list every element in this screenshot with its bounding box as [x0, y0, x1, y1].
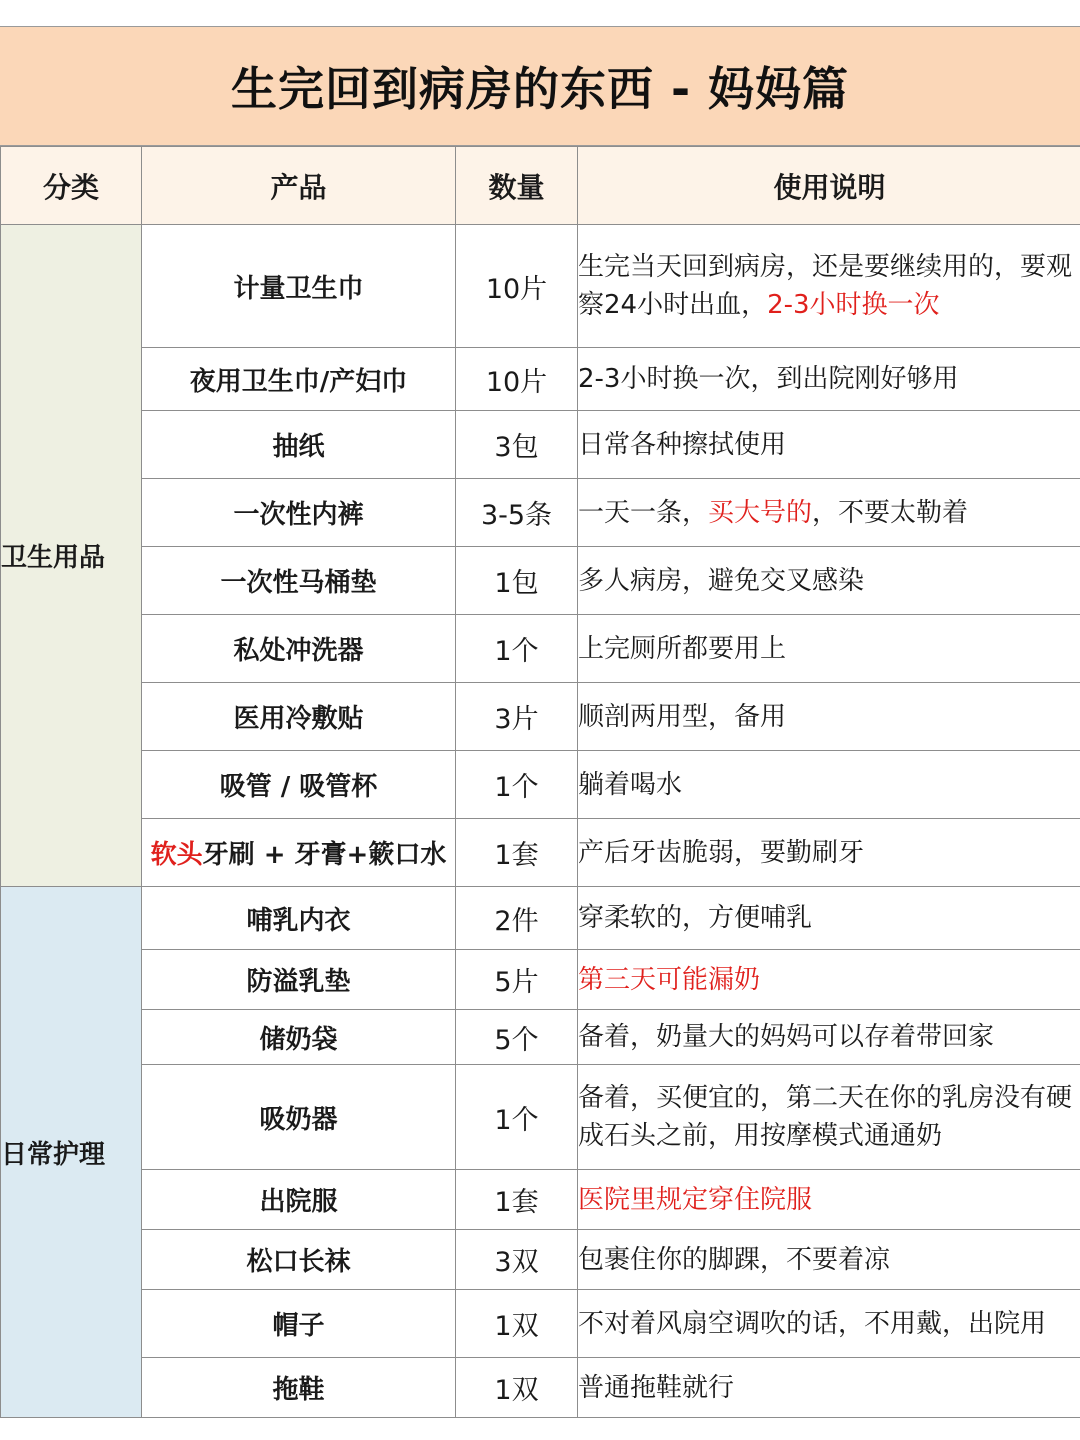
- usage-note: [578, 479, 1080, 547]
- usage-note: [578, 950, 1080, 1010]
- note-text: 2-3小时换一次，到出院刚好够用: [578, 364, 959, 394]
- product-name: 私处冲洗器: [142, 615, 456, 683]
- quantity-value: 1个: [456, 615, 578, 683]
- quantity-value: 1双: [456, 1358, 578, 1418]
- usage-note: [578, 683, 1080, 751]
- product-name: 储奶袋: [142, 1010, 456, 1065]
- quantity-value: 3片: [456, 683, 578, 751]
- quantity-value: 3包: [456, 411, 578, 479]
- product-name: 计量卫生巾: [142, 225, 456, 348]
- table-row: [1, 1170, 1080, 1230]
- product-name: 一次性内裤: [142, 479, 456, 547]
- table-row: [1, 411, 1080, 479]
- usage-note: [578, 411, 1080, 479]
- category-daily-care: 日常护理: [1, 887, 142, 1418]
- header-product: 产品: [142, 147, 456, 225]
- usage-note: [578, 1065, 1080, 1170]
- product-name: 抽纸: [142, 411, 456, 479]
- table-header-row: [1, 147, 1080, 225]
- quantity-value: 1包: [456, 547, 578, 615]
- header-category: 分类: [1, 147, 142, 225]
- note-highlight: 2-3小时换一次: [767, 290, 940, 320]
- product-name: 一次性马桶垫: [142, 547, 456, 615]
- quantity-value: 1个: [456, 1065, 578, 1170]
- category-hygiene: 卫生用品: [1, 225, 142, 887]
- table-row: [1, 683, 1080, 751]
- product-name: 出院服: [142, 1170, 456, 1230]
- usage-note: [578, 225, 1080, 348]
- table-row: [1, 1065, 1080, 1170]
- product-name: 吸奶器: [142, 1065, 456, 1170]
- note-text: 多人病房，避免交叉感染: [578, 565, 865, 596]
- usage-note: [578, 819, 1080, 887]
- product-name: 拖鞋: [142, 1358, 456, 1418]
- header-quantity: 数量: [456, 147, 578, 225]
- usage-note: [578, 751, 1080, 819]
- note-text: 不对着风扇空调吹的话，不用戴，出院用: [578, 1308, 1047, 1339]
- product-name: 夜用卫生巾/产妇巾: [142, 348, 456, 411]
- note-text: 顺剖两用型，备用: [578, 701, 787, 732]
- table-row: [1, 225, 1080, 348]
- usage-note: [578, 1010, 1080, 1065]
- note-text: 一天一条，: [578, 497, 709, 528]
- table-row: [1, 1010, 1080, 1065]
- usage-note: [578, 348, 1080, 411]
- note-text: 躺着喝水: [578, 769, 683, 800]
- quantity-value: 10片: [456, 348, 578, 411]
- table-row: [1, 1230, 1080, 1290]
- product-name: 医用冷敷贴: [142, 683, 456, 751]
- product-name: 防溢乳垫: [142, 950, 456, 1010]
- quantity-value: 1套: [456, 1170, 578, 1230]
- quantity-value: 3双: [456, 1230, 578, 1290]
- note-text: 生完当天回到病房，还是要继续用的，要观察24小时出血，: [578, 252, 1073, 320]
- note-text: ，不要太勒着: [812, 497, 969, 528]
- table-row: [1, 615, 1080, 683]
- note-text: 普通拖鞋就行: [578, 1372, 735, 1403]
- table-row: [1, 887, 1080, 950]
- quantity-value: 2件: [456, 887, 578, 950]
- table-row: [1, 950, 1080, 1010]
- product-text: 牙刷 + 牙膏+簌口水: [202, 840, 447, 870]
- product-name: 松口长袜: [142, 1230, 456, 1290]
- usage-note: [578, 887, 1080, 950]
- note-text: 备着，买便宜的，第二天在你的乳房没有硬成石头之前，用按摩模式通通奶: [578, 1083, 1073, 1151]
- note-highlight: 第三天可能漏奶: [578, 964, 761, 995]
- table-row: [1, 547, 1080, 615]
- note-text: 日常各种擦拭使用: [578, 429, 787, 460]
- quantity-value: 3-5条: [456, 479, 578, 547]
- page-title: 生完回到病房的东西 - 妈妈篇: [0, 26, 1080, 146]
- table-row: [1, 348, 1080, 411]
- note-text: 包裹住你的脚踝，不要着凉: [578, 1244, 891, 1275]
- usage-note: [578, 547, 1080, 615]
- product-highlight: 软头: [150, 840, 203, 870]
- quantity-value: 10片: [456, 225, 578, 348]
- quantity-value: 1个: [456, 751, 578, 819]
- usage-note: [578, 615, 1080, 683]
- note-text: 备着，奶量大的妈妈可以存着带回家: [578, 1022, 995, 1052]
- product-name: [142, 819, 456, 887]
- quantity-value: 1套: [456, 819, 578, 887]
- table-row: [1, 751, 1080, 819]
- usage-note: [578, 1358, 1080, 1418]
- header-instructions: 使用说明: [578, 147, 1080, 225]
- note-highlight: 买大号的: [708, 497, 813, 528]
- table-row: [1, 819, 1080, 887]
- note-text: 上完厕所都要用上: [578, 633, 787, 664]
- table-row: [1, 479, 1080, 547]
- items-table: [0, 146, 1080, 1418]
- table-row: [1, 1290, 1080, 1358]
- usage-note: [578, 1170, 1080, 1230]
- product-name: 哺乳内衣: [142, 887, 456, 950]
- note-text: 产后牙齿脆弱，要勤刷牙: [578, 837, 865, 868]
- note-highlight: 医院里规定穿住院服: [578, 1184, 813, 1215]
- quantity-value: 5片: [456, 950, 578, 1010]
- usage-note: [578, 1290, 1080, 1358]
- quantity-value: 1双: [456, 1290, 578, 1358]
- note-text: 穿柔软的，方便哺乳: [578, 903, 813, 933]
- table-row: [1, 1358, 1080, 1418]
- quantity-value: 5个: [456, 1010, 578, 1065]
- product-name: 帽子: [142, 1290, 456, 1358]
- usage-note: [578, 1230, 1080, 1290]
- product-name: 吸管 / 吸管杯: [142, 751, 456, 819]
